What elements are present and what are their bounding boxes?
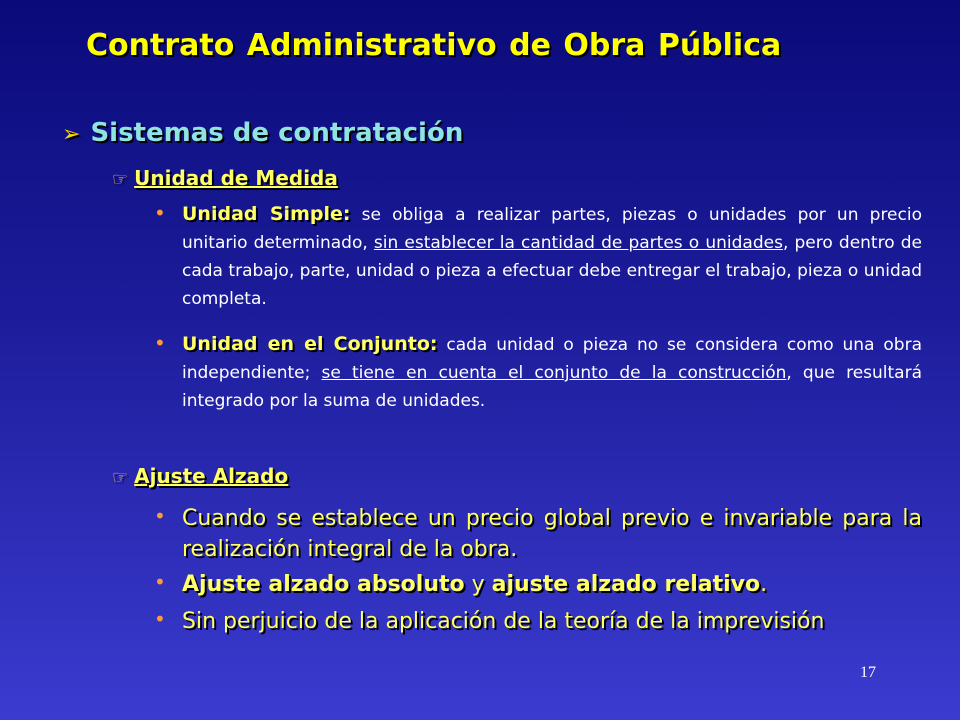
text-part: . <box>760 572 768 597</box>
text-part: , que resultará integrado por la suma de unidades. <box>182 363 923 411</box>
bullet-text <box>182 330 922 415</box>
bullet-text: Cuando se establece un precio global previo e invariable para la realización integral de la obra. <box>182 506 922 562</box>
underlined-text: se tiene en cuenta el conjunto de la construcción <box>321 363 787 383</box>
term-relativo: ajuste alzado relativo <box>491 572 761 597</box>
subheading-unidad-de-medida <box>112 166 338 190</box>
term-absoluto: Ajuste alzado absoluto <box>182 572 465 597</box>
section-heading-label: Sistemas de contratación <box>90 118 464 148</box>
bullet-text <box>182 569 922 600</box>
term-unidad-en-el-conjunto: Unidad en el Conjunto: <box>182 333 438 355</box>
bullet-dot-icon: • <box>154 570 166 594</box>
subheading-label: Ajuste Alzado <box>134 464 289 488</box>
list-item-unidad-en-el-conjunto <box>154 330 922 415</box>
subheading-label: Unidad de Medida <box>134 166 338 190</box>
list-item-imprevision <box>154 606 922 637</box>
text-part: , pero dentro de cada trabajo, parte, unidad o pieza a efectuar debe entregar el trabajo, pieza o unidad completa. <box>182 233 922 309</box>
bullet-dot-icon: • <box>154 504 166 528</box>
bullet-text <box>182 200 922 313</box>
page-number: 17 <box>860 664 876 681</box>
bullet-dot-icon: • <box>154 607 166 631</box>
arrow-right-icon: ➢ <box>62 122 81 147</box>
list-item-precio-global <box>154 503 922 565</box>
bullet-dot-icon: • <box>154 201 166 225</box>
text-part: se obliga a realizar partes, piezas o unidades por un precio unitario determinado, <box>182 205 922 253</box>
text-part: y <box>464 572 492 597</box>
subheading-ajuste-alzado <box>112 464 288 488</box>
slide-title: Contrato Administrativo de Obra Pública <box>86 28 782 63</box>
pointing-hand-icon: ☞ <box>112 467 129 488</box>
bullet-dot-icon: • <box>154 331 166 355</box>
bullet-text: Sin perjuicio de la aplicación de la teoría de la imprevisión <box>182 609 825 634</box>
pointing-hand-icon: ☞ <box>112 169 129 190</box>
term-unidad-simple: Unidad Simple: <box>182 203 351 225</box>
section-heading <box>62 118 463 148</box>
text-part: cada unidad o pieza no se considera como una obra independiente; <box>182 335 922 383</box>
underlined-text: sin establecer la cantidad de partes o unidades <box>373 233 783 253</box>
list-item-unidad-simple <box>154 200 922 313</box>
list-item-ajuste-tipos <box>154 569 922 600</box>
